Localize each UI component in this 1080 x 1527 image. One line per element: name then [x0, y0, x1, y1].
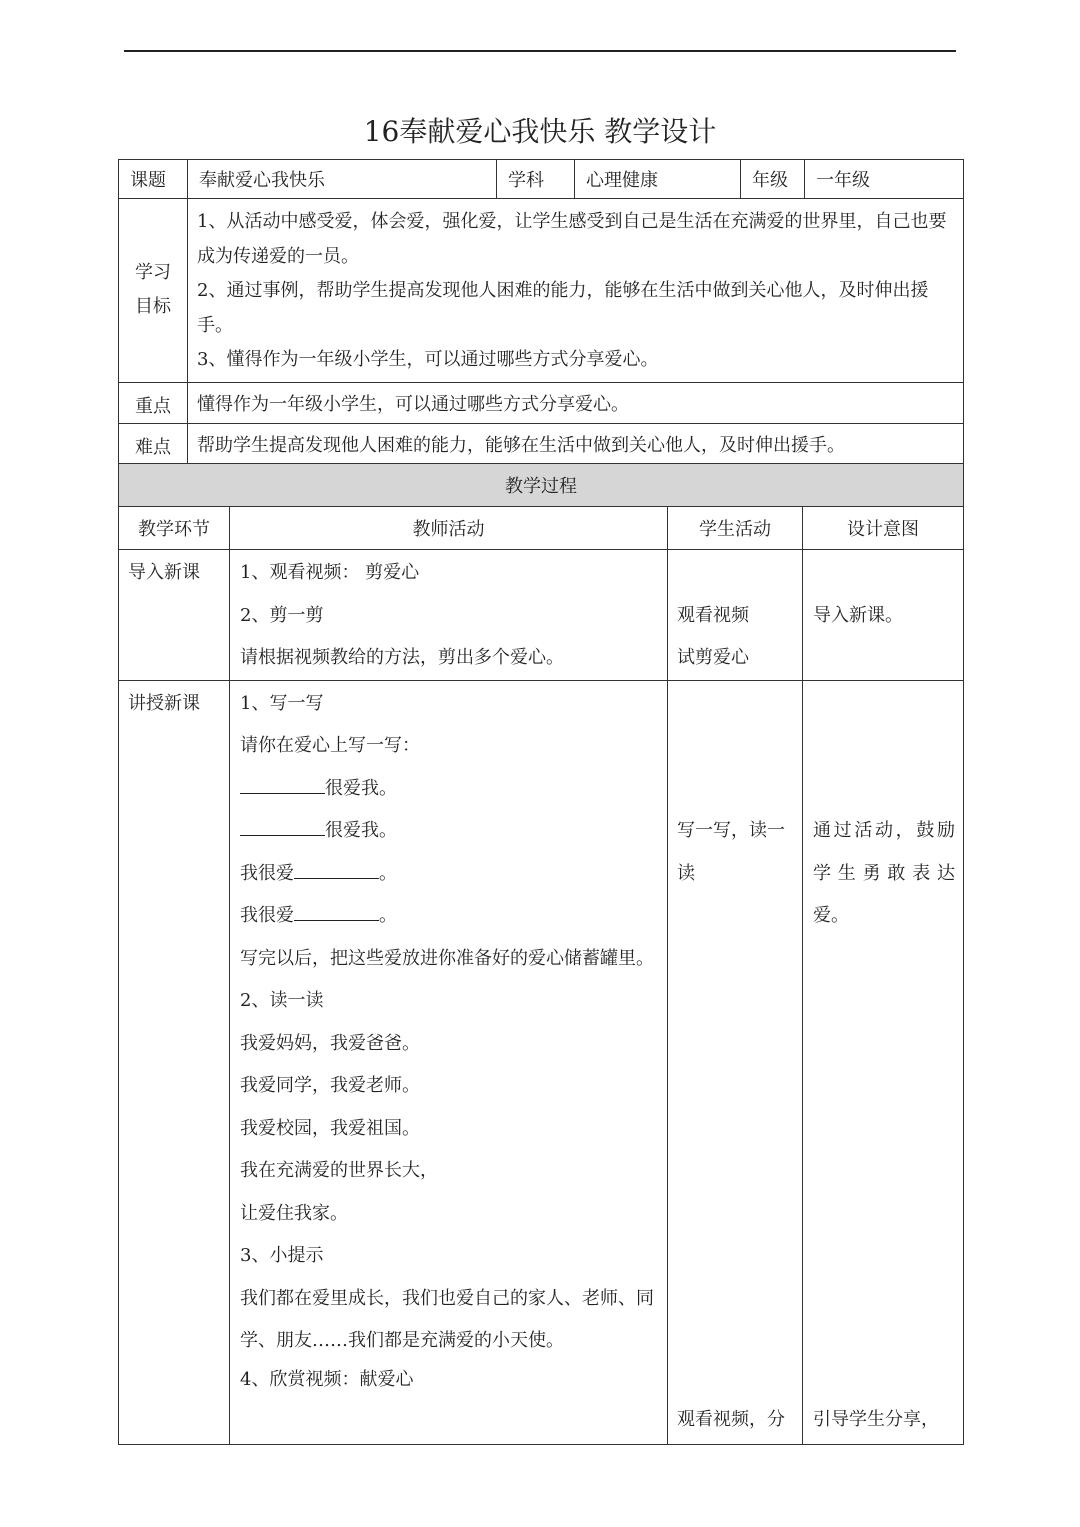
key-point-label: 重点: [119, 382, 188, 423]
table-row: [119, 680, 964, 1444]
goal-item: 3、懂得作为一年级小学生，可以通过哪些方式分享爱心。: [197, 349, 659, 370]
write-blank: [240, 815, 325, 836]
col-teacher: 教师活动: [230, 507, 668, 550]
process-table: [118, 463, 964, 1445]
write-blank: [294, 858, 379, 879]
design-intent: 导入新课。: [803, 550, 964, 681]
student-activity: 写一写，读一读 观看视频，分: [668, 680, 803, 1444]
student-activity: 观看视频 试剪爱心: [668, 550, 803, 681]
grade-value: 一年级: [805, 160, 964, 199]
topic-label: 课题: [119, 160, 188, 199]
write-blank: [240, 773, 325, 794]
write-blank: [294, 900, 379, 921]
header-rule: [124, 50, 956, 52]
goal-item: 2、通过事例，帮助学生提高发现他人困难的能力，能够在生活中做到关心他人，及时伸出援手。: [197, 280, 929, 336]
goals-label: 学习 目标: [119, 199, 188, 383]
design-intent: 通过活动，鼓励学生勇敢表达爱。 引导学生分享，: [803, 680, 964, 1444]
page-title: 16奉献爱心我快乐 教学设计: [363, 115, 717, 148]
subject-value: 心理健康: [575, 160, 741, 199]
difficulty-label: 难点: [119, 423, 188, 464]
table-row: [119, 550, 964, 681]
subject-label: 学科: [497, 160, 575, 199]
stage-name: 讲授新课: [119, 680, 230, 1444]
topic-value: 奉献爱心我快乐: [188, 160, 497, 199]
lesson-plan-table: [118, 159, 963, 1445]
col-stage: 教学环节: [119, 507, 230, 550]
goal-item: 1、从活动中感受爱，体会爱，强化爱，让学生感受到自己是生活在充满爱的世界里，自己也要成为传递爱的一员。: [197, 211, 947, 267]
key-point-text: 懂得作为一年级小学生，可以通过哪些方式分享爱心。: [188, 382, 964, 423]
teacher-activity: 1、写一写 请你在爱心上写一写： 很爱我。 很爱我。 我很爱 。 我很爱 。 写完以后，把这些爱放进你准备好的爱心储蓄罐里。 2、读一读 我爱妈妈，我爱爸爸。 我爱同学，我爱老师。 我爱校园，我爱祖国。 我在充满爱的世界长大， 让爱住我家。 3、小提示 我们都在爱里成长，我们也爱自己的家人、老师、同学、朋友……我们都是充满爱的小天使。 4、欣赏视频：献爱心: [230, 680, 668, 1444]
col-student: 学生活动: [668, 507, 803, 550]
stage-name: 导入新课: [119, 550, 230, 681]
col-design: 设计意图: [803, 507, 964, 550]
grade-label: 年级: [741, 160, 805, 199]
difficulty-text: 帮助学生提高发现他人困难的能力，能够在生活中做到关心他人，及时伸出援手。: [188, 423, 964, 464]
goals-content: [188, 199, 964, 383]
process-header: 教学过程: [119, 464, 964, 507]
teacher-activity: 1、观看视频： 剪爱心 2、剪一剪 请根据视频教给的方法，剪出多个爱心。: [230, 550, 668, 681]
info-table: [118, 159, 964, 465]
